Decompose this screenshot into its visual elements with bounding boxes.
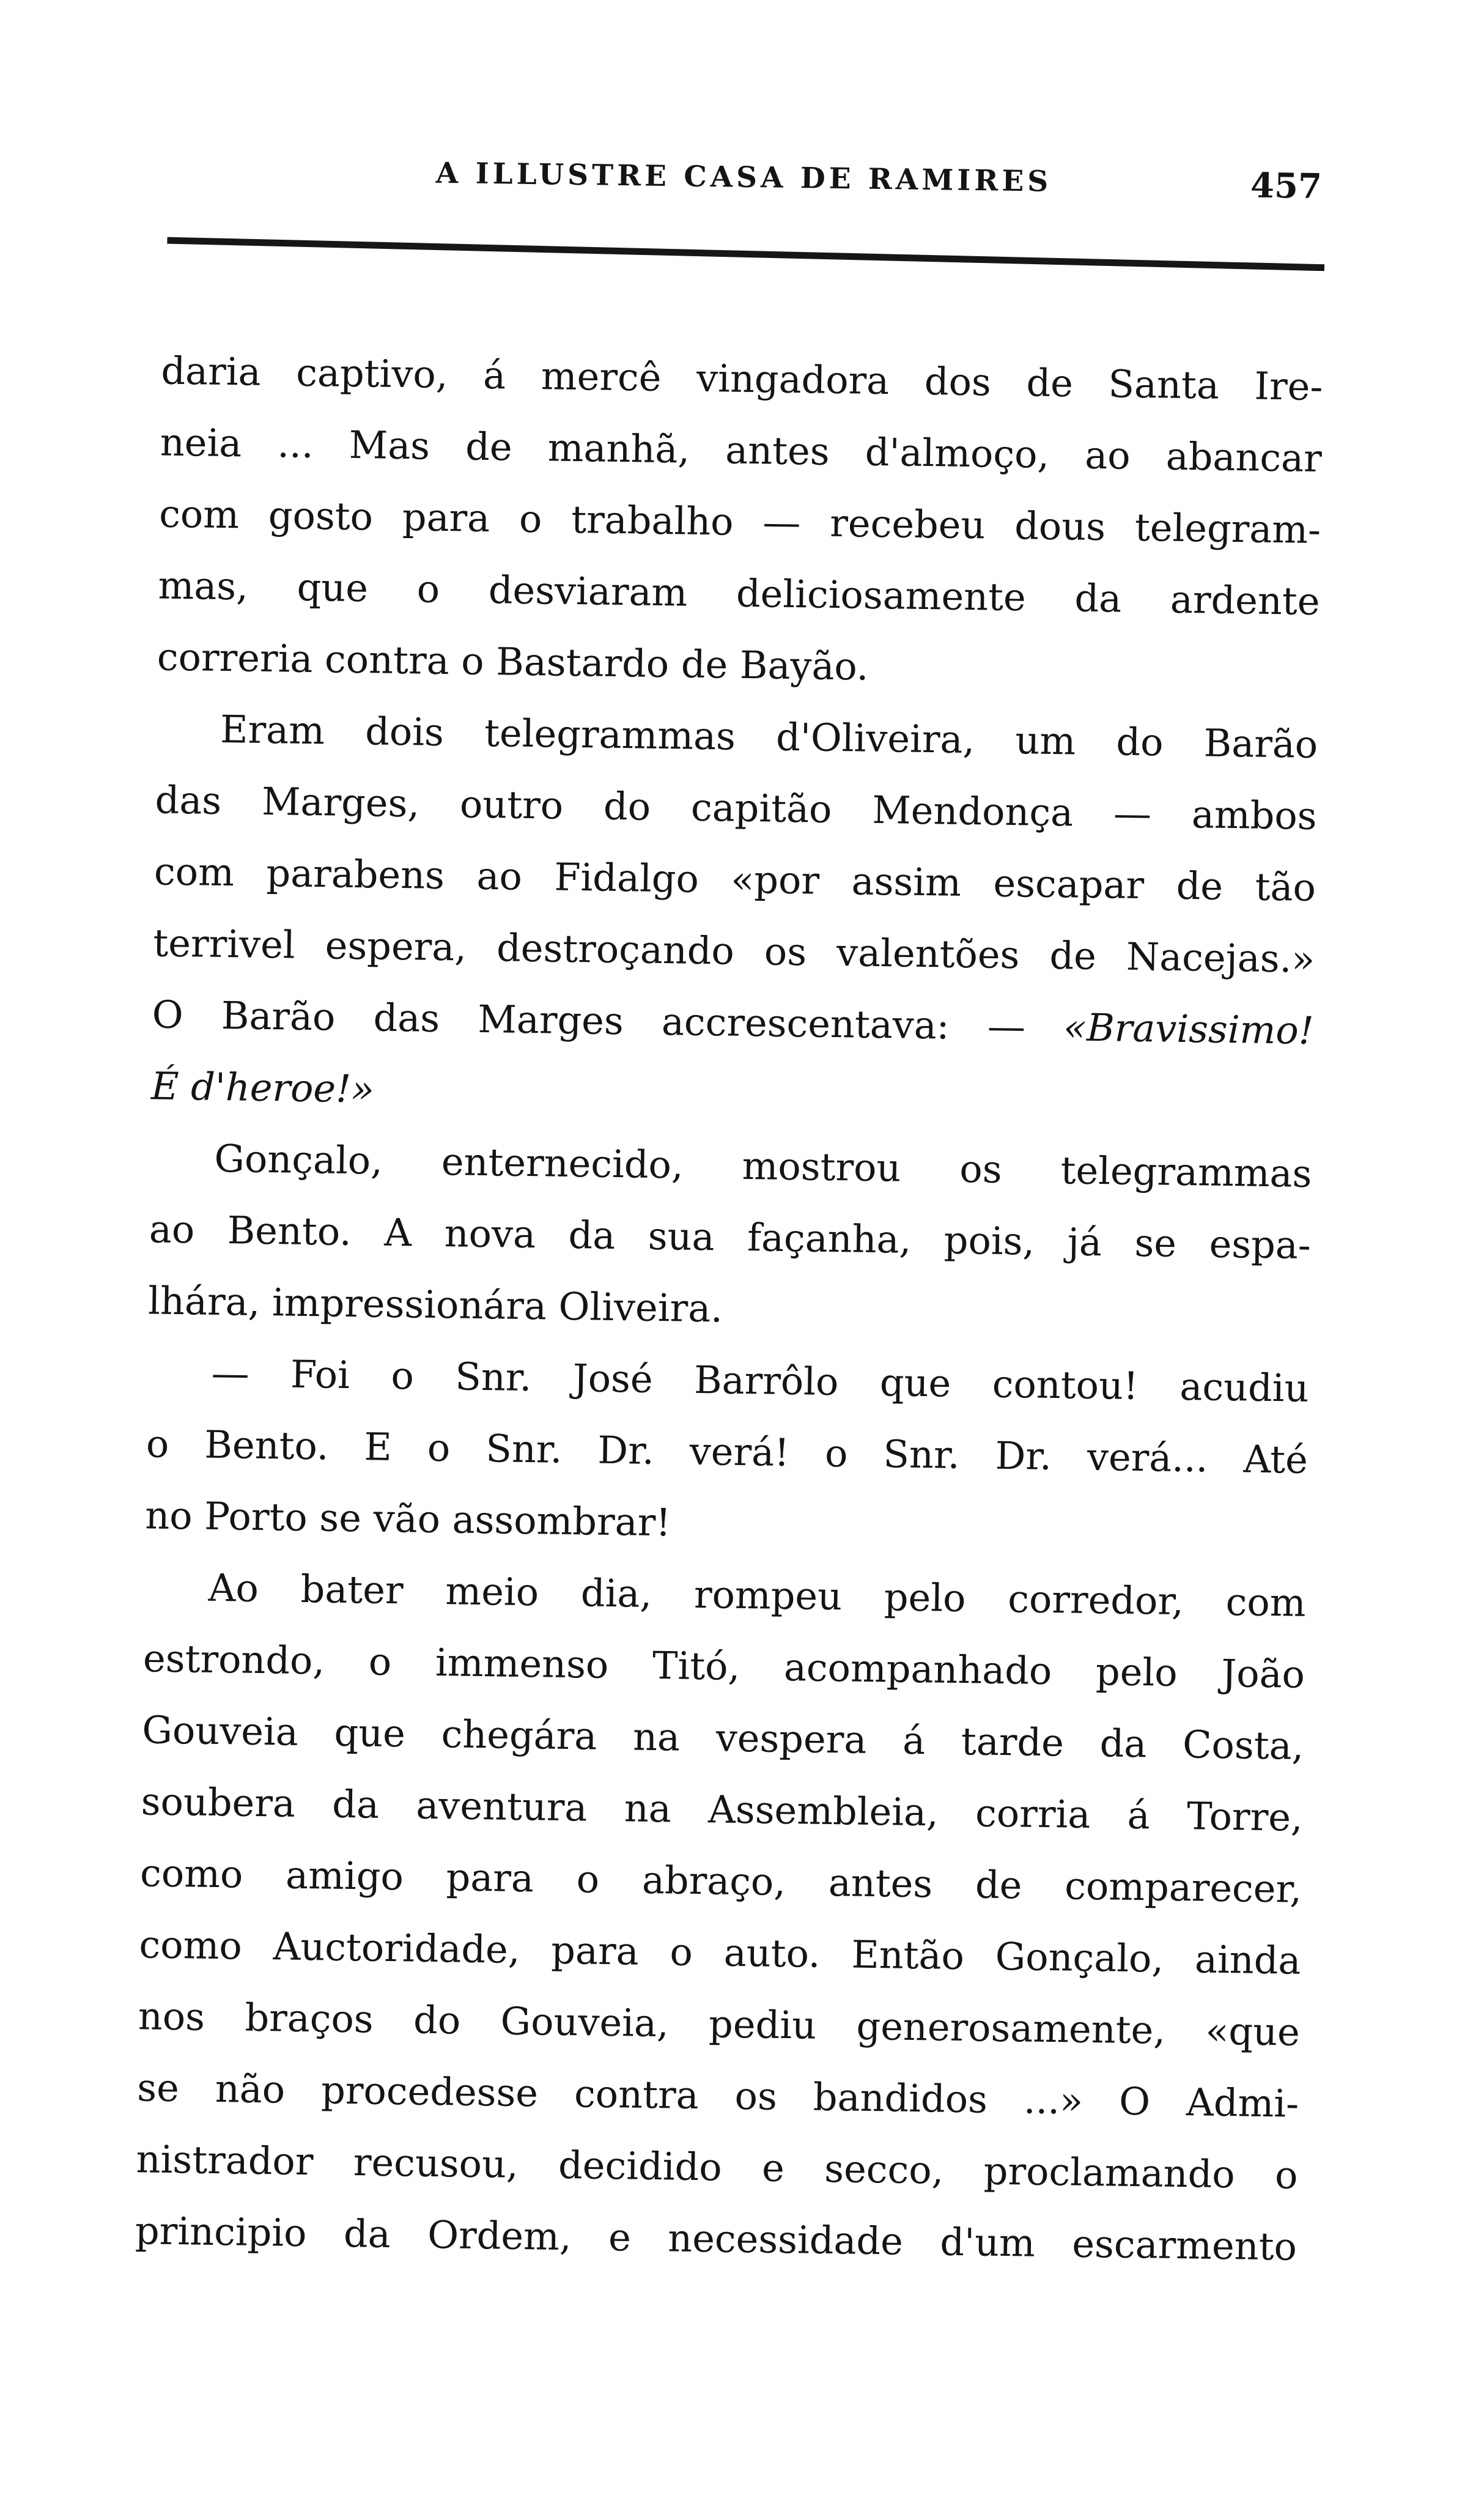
text-segment: — Foi o Snr. José Barrôlo que contou! acudiu bbox=[211, 1350, 1309, 1411]
text-segment: lhára, impressionára Oliveira. bbox=[147, 1278, 723, 1331]
running-title: A ILLUSTRE CASA DE RAMIRES bbox=[435, 156, 1052, 199]
text-segment: como amigo para o abraço, antes de comparecer, bbox=[139, 1850, 1302, 1912]
text-segment: neia ... Mas de manhã, antes d'almoço, ao abancar bbox=[160, 419, 1323, 481]
text-segment: mas, que o desviaram deliciosamente da ardente bbox=[158, 563, 1320, 624]
page-number: 457 bbox=[1250, 165, 1323, 207]
text-segment-italic: É d'heroe!» bbox=[150, 1063, 375, 1112]
text-segment: no Porto se vão assombrar! bbox=[144, 1493, 671, 1545]
text-segment: soubera da aventura na Assembleia, corria á Torre, bbox=[141, 1779, 1304, 1840]
text-segment: estrondo, o immenso Titó, acompanhado pelo João bbox=[142, 1636, 1305, 1697]
text-segment: terrivel espera, destroçando os valentões de Nacejas.» bbox=[152, 920, 1315, 981]
text-segment: Eram dois telegrammas d'Oliveira, um do Barão bbox=[220, 706, 1318, 767]
text-segment: principio da Ordem, e necessidade d'um escarmento bbox=[135, 2208, 1298, 2269]
text-segment: correria contra o Bastardo de Bayão. bbox=[157, 634, 869, 689]
text-segment: Ao bater meio dia, rompeu pelo corredor, com bbox=[208, 1565, 1307, 1625]
text-segment: nos braços do Gouveia, pediu generosamente, «que bbox=[138, 1993, 1301, 2055]
text-segment: daria captivo, á mercê vingadora dos de Santa Ire- bbox=[161, 348, 1323, 410]
text-segment: o Bento. E o Snr. Dr. verá! o Snr. Dr. verá... Até bbox=[146, 1421, 1309, 1482]
text-segment: das Marges, outro do capitão Mendonça — ambos bbox=[155, 777, 1318, 838]
text-segment: com gosto para o trabalho — recebeu dous telegram- bbox=[158, 491, 1321, 553]
text-segment: ao Bento. A nova da sua façanha, pois, já se espa- bbox=[149, 1206, 1312, 1268]
text-segment: Gonçalo, enternecido, mostrou os telegrammas bbox=[214, 1136, 1312, 1196]
text-segment: se não procedesse contra os bandidos ...» O Admi- bbox=[136, 2065, 1299, 2126]
text-segment-italic: «Bravissimo! bbox=[1063, 1005, 1315, 1053]
text-segment: com parabens ao Fidalgo «por assim escapar de tão bbox=[153, 849, 1316, 910]
text-segment: Gouveia que chegára na vespera á tarde da Costa, bbox=[141, 1707, 1304, 1768]
text-body bbox=[135, 335, 1323, 2283]
text-segment: nistrador recusou, decidido e secco, proclamando o bbox=[136, 2137, 1299, 2198]
header-rule bbox=[167, 237, 1324, 272]
text-segment: como Auctoridade, para o auto. Então Gonçalo, ainda bbox=[139, 1922, 1301, 1983]
text-segment: O Barão das Marges accrescentava: — bbox=[152, 992, 1064, 1050]
